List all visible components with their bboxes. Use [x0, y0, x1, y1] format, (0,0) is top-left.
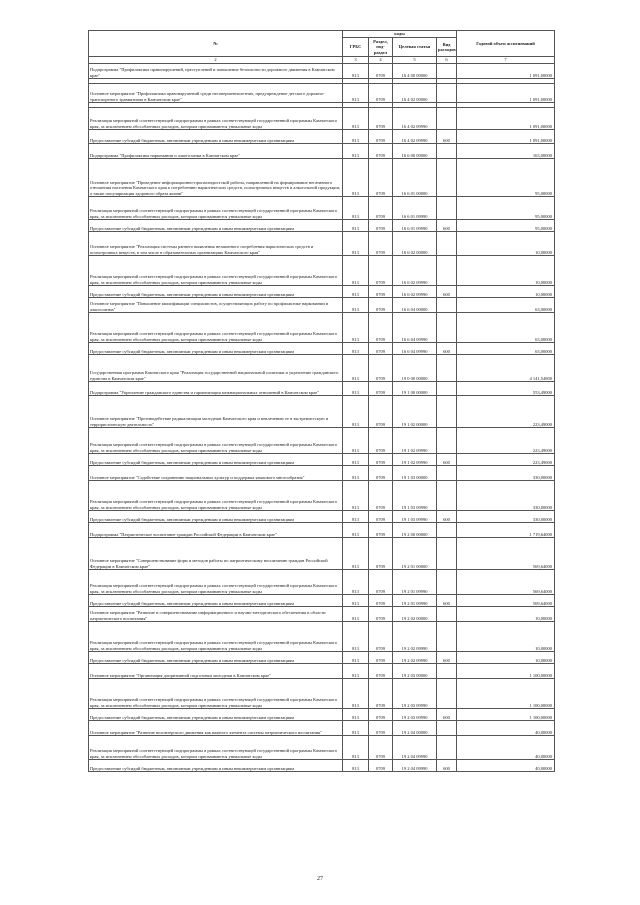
row-amount: 1 100,00000	[457, 709, 555, 721]
row-amount: 10,00000	[457, 256, 555, 286]
row-name: Реализация мероприятий соответствующей подпрограммы в рамках соответствующей государственной программы Камчатского края, за исключением обособленных расходов, которым присваиваются уникальные коды	[89, 256, 343, 286]
row-name: Предоставление субсидий бюджетным, автономным учреждениям и иным некоммерческим организациям	[89, 130, 343, 144]
row-amount: 40,00000	[457, 760, 555, 772]
table-row	[89, 523, 555, 538]
table-row	[89, 481, 555, 511]
row-section: 0709	[369, 760, 393, 772]
row-type: 600	[437, 343, 457, 355]
row-type	[437, 313, 457, 343]
row-grbs: 813	[343, 428, 369, 454]
column-number: 2	[89, 57, 343, 64]
row-type: 600	[437, 760, 457, 772]
table-row	[89, 622, 555, 652]
row-grbs: 813	[343, 454, 369, 466]
table-row	[89, 736, 555, 760]
row-amount: 10,00000	[457, 607, 555, 622]
header-codes: коды	[343, 31, 457, 38]
row-name: Реализация мероприятий соответствующей подпрограммы в рамках соответствующей государственной программы Камчатского края, за исключением обособленных расходов, которым присваиваются уникальные коды	[89, 108, 343, 130]
table-row	[89, 355, 555, 382]
row-grbs: 813	[343, 159, 369, 197]
budget-table-sheet	[88, 30, 554, 772]
row-target: 19 2 01 09990	[393, 570, 437, 595]
row-section: 0709	[369, 396, 393, 428]
row-section: 0709	[369, 197, 393, 220]
row-amount: 40,00000	[457, 736, 555, 760]
row-name: Предоставление субсидий бюджетным, автономным учреждениям и иным некоммерческим организациям	[89, 760, 343, 772]
row-grbs: 813	[343, 343, 369, 355]
row-grbs: 813	[343, 466, 369, 481]
row-name: Основное мероприятие "Развитие волонтерского движения как важного элемента системы патриотического воспитания"	[89, 721, 343, 736]
column-number: 5	[393, 57, 437, 64]
row-amount: 95,00000	[457, 220, 555, 232]
row-section: 0709	[369, 232, 393, 256]
row-amount: 63,00000	[457, 298, 555, 313]
row-amount: 569,64000	[457, 595, 555, 607]
row-target: 19 2 02 09990	[393, 622, 437, 652]
row-grbs: 813	[343, 652, 369, 664]
table-header	[89, 31, 555, 64]
row-section: 0709	[369, 256, 393, 286]
row-target: 16 4 00 00000	[393, 64, 437, 79]
header-target: Целевая статья	[393, 38, 437, 57]
row-target: 19 2 04 09990	[393, 736, 437, 760]
row-amount: 63,00000	[457, 343, 555, 355]
row-type	[437, 466, 457, 481]
table-row	[89, 511, 555, 523]
row-amount: 95,00000	[457, 159, 555, 197]
row-name: Предоставление субсидий бюджетным, автономным учреждениям и иным некоммерческим организациям	[89, 454, 343, 466]
row-section: 0709	[369, 159, 393, 197]
row-target: 19 1 02 00000	[393, 396, 437, 428]
row-name: Государственная программа Камчатского края "Реализация государственной национальной политики и укрепление гражданского единства в Камчатском крае"	[89, 355, 343, 382]
row-name: Основное мероприятие "Организация допризывной подготовки молодежи в Камчатском крае"	[89, 664, 343, 679]
row-target: 16 6 01 09990	[393, 197, 437, 220]
header-grbs: ГРБС	[343, 38, 369, 57]
row-name: Реализация мероприятий соответствующей подпрограммы в рамках соответствующей государственной программы Камчатского края, за исключением обособленных расходов, которым присваиваются уникальные коды	[89, 679, 343, 709]
row-amount: 330,00000	[457, 466, 555, 481]
row-type	[437, 84, 457, 103]
row-target: 16 6 00 00000	[393, 144, 437, 159]
row-amount: 223,49000	[457, 454, 555, 466]
row-type	[437, 298, 457, 313]
row-type	[437, 396, 457, 428]
row-name: Предоставление субсидий бюджетным, автономным учреждениям и иным некоммерческим организациям	[89, 343, 343, 355]
row-type	[437, 523, 457, 538]
table-row	[89, 721, 555, 736]
row-section: 0709	[369, 466, 393, 481]
row-type	[437, 256, 457, 286]
row-target: 16 6 04 09990	[393, 343, 437, 355]
table-row	[89, 84, 555, 103]
table-row	[89, 607, 555, 622]
row-type	[437, 679, 457, 709]
row-type	[437, 197, 457, 220]
column-number: 6	[437, 57, 457, 64]
row-section: 0709	[369, 286, 393, 298]
table-row	[89, 454, 555, 466]
row-amount: 330,00000	[457, 511, 555, 523]
row-type: 600	[437, 652, 457, 664]
row-type: 600	[437, 595, 457, 607]
row-section: 0709	[369, 64, 393, 79]
row-section: 0709	[369, 736, 393, 760]
table-row	[89, 298, 555, 313]
row-section: 0709	[369, 144, 393, 159]
row-section: 0709	[369, 382, 393, 396]
table-row	[89, 232, 555, 256]
row-name: Реализация мероприятий соответствующей подпрограммы в рамках соответствующей государственной программы Камчатского края, за исключением обособленных расходов, которым присваиваются уникальные коды	[89, 622, 343, 652]
row-grbs: 813	[343, 298, 369, 313]
row-section: 0709	[369, 523, 393, 538]
row-grbs: 813	[343, 313, 369, 343]
row-amount: 1 091,00000	[457, 130, 555, 144]
row-target: 19 2 01 00000	[393, 538, 437, 570]
table-row	[89, 664, 555, 679]
row-name: Предоставление субсидий бюджетным, автономным учреждениям и иным некоммерческим организациям	[89, 220, 343, 232]
row-section: 0709	[369, 679, 393, 709]
row-type	[437, 428, 457, 454]
row-type	[437, 144, 457, 159]
row-target: 16 4 02 00000	[393, 84, 437, 103]
table-row	[89, 144, 555, 159]
row-name: Реализация мероприятий соответствующей подпрограммы в рамках соответствующей государственной программы Камчатского края, за исключением обособленных расходов, которым присваиваются уникальные коды	[89, 481, 343, 511]
row-type	[437, 736, 457, 760]
row-grbs: 813	[343, 144, 369, 159]
header-type: Вид расходов	[437, 38, 457, 57]
row-amount: 10,00000	[457, 652, 555, 664]
row-amount: 223,49000	[457, 396, 555, 428]
row-amount: 1 100,00000	[457, 664, 555, 679]
row-amount: 330,00000	[457, 481, 555, 511]
row-type: 600	[437, 220, 457, 232]
row-grbs: 813	[343, 511, 369, 523]
row-name: Реализация мероприятий соответствующей подпрограммы в рамках соответствующей государственной программы Камчатского края, за исключением обособленных расходов, которым присваиваются уникальные коды	[89, 570, 343, 595]
row-amount: 1 719,64000	[457, 523, 555, 538]
row-amount: 163,00000	[457, 144, 555, 159]
row-grbs: 813	[343, 197, 369, 220]
table-row	[89, 108, 555, 130]
row-amount: 95,00000	[457, 197, 555, 220]
column-number: 7	[457, 57, 555, 64]
row-type: 600	[437, 709, 457, 721]
row-section: 0709	[369, 511, 393, 523]
table-row	[89, 396, 555, 428]
table-row	[89, 64, 555, 79]
row-target: 19 2 01 09990	[393, 595, 437, 607]
row-amount: 1 091,00000	[457, 108, 555, 130]
row-grbs: 813	[343, 679, 369, 709]
column-number: 4	[369, 57, 393, 64]
row-section: 0709	[369, 622, 393, 652]
row-amount: 553,49000	[457, 382, 555, 396]
row-target: 19 2 02 09990	[393, 652, 437, 664]
header-no: №	[89, 31, 343, 57]
row-section: 0709	[369, 130, 393, 144]
row-target: 19 2 03 09990	[393, 679, 437, 709]
row-name: Основное мероприятие "Проведение информационно-пропагандистской работы, направленной на формирование негативного отношения населения Камчатского края к потреблению наркотических средств, психотропных веществ и алкогольной продукции, а также популяризация здорового образа жизни"	[89, 159, 343, 197]
row-target: 16 6 04 09990	[393, 313, 437, 343]
row-type	[437, 538, 457, 570]
row-target: 19 1 03 09990	[393, 481, 437, 511]
row-type: 600	[437, 130, 457, 144]
header-section: Раздел, под-раздел	[369, 38, 393, 57]
row-name: Основное мероприятие "Содействие сохранению национальных культур и поддержка языкового многообразия"	[89, 466, 343, 481]
row-grbs: 813	[343, 286, 369, 298]
row-grbs: 813	[343, 523, 369, 538]
row-grbs: 813	[343, 622, 369, 652]
row-target: 19 2 03 00000	[393, 664, 437, 679]
row-name: Подпрограмма "Профилактика наркомании и алкоголизма в Камчатском крае"	[89, 144, 343, 159]
row-section: 0709	[369, 108, 393, 130]
row-section: 0709	[369, 454, 393, 466]
row-type	[437, 108, 457, 130]
row-grbs: 813	[343, 595, 369, 607]
row-type	[437, 664, 457, 679]
table-row	[89, 382, 555, 396]
row-grbs: 813	[343, 760, 369, 772]
row-type	[437, 481, 457, 511]
row-grbs: 813	[343, 130, 369, 144]
row-section: 0709	[369, 481, 393, 511]
row-section: 0709	[369, 220, 393, 232]
row-section: 0709	[369, 84, 393, 103]
row-section: 0709	[369, 538, 393, 570]
row-grbs: 813	[343, 570, 369, 595]
row-target: 16 6 04 00000	[393, 298, 437, 313]
row-target: 19 2 03 09990	[393, 709, 437, 721]
row-amount: 1 091,00000	[457, 84, 555, 103]
row-grbs: 813	[343, 84, 369, 103]
column-numbering-row	[89, 57, 555, 64]
row-name: Реализация мероприятий соответствующей подпрограммы в рамках соответствующей государственной программы Камчатского края, за исключением обособленных расходов, которым присваиваются уникальные коды	[89, 197, 343, 220]
row-target: 19 2 04 09990	[393, 760, 437, 772]
row-section: 0709	[369, 709, 393, 721]
row-target: 19 1 00 00000	[393, 382, 437, 396]
row-section: 0709	[369, 721, 393, 736]
page-number: 27	[317, 876, 323, 882]
row-name: Основное мероприятие "Повышение квалификации специалистов, осуществляющих работу по профилактике наркомании и алкоголизма"	[89, 298, 343, 313]
row-type: 600	[437, 511, 457, 523]
row-grbs: 813	[343, 220, 369, 232]
row-name: Реализация мероприятий соответствующей подпрограммы в рамках соответствующей государственной программы Камчатского края, за исключением обособленных расходов, которым присваиваются уникальные коды	[89, 313, 343, 343]
row-name: Предоставление субсидий бюджетным, автономным учреждениям и иным некоммерческим организациям	[89, 709, 343, 721]
table-body	[89, 64, 555, 772]
table-row	[89, 595, 555, 607]
table-row	[89, 679, 555, 709]
row-name: Подпрограмма "Профилактика правонарушений, преступлений и повышение безопасности дорожного движения в Камчатском крае"	[89, 64, 343, 79]
table-row	[89, 313, 555, 343]
row-section: 0709	[369, 428, 393, 454]
row-target: 19 1 03 00000	[393, 466, 437, 481]
row-name: Предоставление субсидий бюджетным, автономным учреждениям и иным некоммерческим организациям	[89, 286, 343, 298]
row-section: 0709	[369, 664, 393, 679]
row-name: Подпрограмма "Укрепление гражданского единства и гармонизация межнациональных отношений в Камчатском крае"	[89, 382, 343, 396]
row-target: 19 1 03 09990	[393, 511, 437, 523]
row-section: 0709	[369, 595, 393, 607]
row-type	[437, 607, 457, 622]
row-section: 0709	[369, 313, 393, 343]
row-target: 16 6 02 09990	[393, 286, 437, 298]
row-grbs: 813	[343, 538, 369, 570]
row-section: 0709	[369, 607, 393, 622]
row-target: 19 0 00 00000	[393, 355, 437, 382]
table-row	[89, 652, 555, 664]
row-type: 600	[437, 454, 457, 466]
row-amount: 1 100,00000	[457, 679, 555, 709]
row-grbs: 813	[343, 709, 369, 721]
table-row	[89, 760, 555, 772]
row-amount: 1 091,00000	[457, 64, 555, 79]
row-grbs: 813	[343, 256, 369, 286]
row-type	[437, 232, 457, 256]
row-grbs: 813	[343, 382, 369, 396]
table-row	[89, 466, 555, 481]
row-type: 600	[437, 286, 457, 298]
row-grbs: 813	[343, 232, 369, 256]
budget-table	[88, 30, 555, 772]
row-amount: 10,00000	[457, 286, 555, 298]
row-target: 19 1 02 09990	[393, 454, 437, 466]
column-number: 3	[343, 57, 369, 64]
table-row	[89, 570, 555, 595]
row-grbs: 813	[343, 721, 369, 736]
table-row	[89, 709, 555, 721]
row-amount: 10,00000	[457, 232, 555, 256]
table-row	[89, 220, 555, 232]
row-type	[437, 721, 457, 736]
row-name: Основное мероприятие "Профилактика правонарушений среди несовершеннолетних, предупреждение детского дорожно-транспортного травматизма в Камчатском крае"	[89, 84, 343, 103]
row-name: Реализация мероприятий соответствующей подпрограммы в рамках соответствующей государственной программы Камчатского края, за исключением обособленных расходов, которым присваиваются уникальные коды	[89, 428, 343, 454]
row-target: 19 2 00 00000	[393, 523, 437, 538]
row-name: Основное мероприятие "Реализация системы раннего выявления незаконного потребления наркотических средств и психотропных веществ, в том числе в образовательных организациях Камчатского края"	[89, 232, 343, 256]
table-row	[89, 159, 555, 197]
row-name: Предоставление субсидий бюджетным, автономным учреждениям и иным некоммерческим организациям	[89, 595, 343, 607]
row-grbs: 813	[343, 396, 369, 428]
row-name: Предоставление субсидий бюджетным, автономным учреждениям и иным некоммерческим организациям	[89, 652, 343, 664]
row-amount: 569,64000	[457, 570, 555, 595]
row-name: Реализация мероприятий соответствующей подпрограммы в рамках соответствующей государственной программы Камчатского края, за исключением обособленных расходов, которым присваиваются уникальные коды	[89, 736, 343, 760]
table-row	[89, 256, 555, 286]
row-target: 16 6 02 00000	[393, 232, 437, 256]
row-target: 16 6 02 09990	[393, 256, 437, 286]
row-name: Основное мероприятие "Противодействие радикализации молодежи Камчатского края и вовлечению ее в экстремистскую и террористическую деятельность"	[89, 396, 343, 428]
row-amount: 63,00000	[457, 313, 555, 343]
row-grbs: 813	[343, 481, 369, 511]
row-target: 16 4 02 09990	[393, 130, 437, 144]
row-section: 0709	[369, 298, 393, 313]
row-name: Подпрограмма "Патриотическое воспитание граждан Российской Федерации в Камчатском крае"	[89, 523, 343, 538]
row-type	[437, 355, 457, 382]
row-name: Основное мероприятие "Совершенствование форм и методов работы по патриотическому воспитанию граждан Российской Федерации в Камчатском крае"	[89, 538, 343, 570]
row-grbs: 813	[343, 607, 369, 622]
row-section: 0709	[369, 570, 393, 595]
row-target: 16 6 01 00000	[393, 159, 437, 197]
table-row	[89, 130, 555, 144]
row-type	[437, 159, 457, 197]
row-target: 19 1 02 09990	[393, 428, 437, 454]
row-target: 19 2 04 00000	[393, 721, 437, 736]
row-target: 16 6 01 09990	[393, 220, 437, 232]
row-amount: 10,00000	[457, 622, 555, 652]
row-grbs: 813	[343, 736, 369, 760]
row-name: Предоставление субсидий бюджетным, автономным учреждениям и иным некоммерческим организациям	[89, 511, 343, 523]
table-row	[89, 428, 555, 454]
table-row	[89, 343, 555, 355]
row-grbs: 813	[343, 355, 369, 382]
row-type	[437, 570, 457, 595]
row-type	[437, 64, 457, 79]
row-type	[437, 382, 457, 396]
row-grbs: 813	[343, 664, 369, 679]
row-grbs: 813	[343, 64, 369, 79]
row-target: 19 2 02 00000	[393, 607, 437, 622]
row-grbs: 813	[343, 108, 369, 130]
table-row	[89, 197, 555, 220]
header-annual: Годовой объем ассигнований	[457, 31, 555, 57]
table-row	[89, 286, 555, 298]
row-type	[437, 622, 457, 652]
row-amount: 223,49000	[457, 428, 555, 454]
row-amount: 4 141,54800	[457, 355, 555, 382]
row-section: 0709	[369, 355, 393, 382]
row-name: Основное мероприятие "Развитие и совершенствование информационного и научно-методического обеспечения в области патриотического воспитания"	[89, 607, 343, 622]
row-amount: 569,64000	[457, 538, 555, 570]
row-target: 16 4 02 09990	[393, 108, 437, 130]
row-section: 0709	[369, 343, 393, 355]
row-amount: 40,00000	[457, 721, 555, 736]
table-row	[89, 538, 555, 570]
row-section: 0709	[369, 652, 393, 664]
